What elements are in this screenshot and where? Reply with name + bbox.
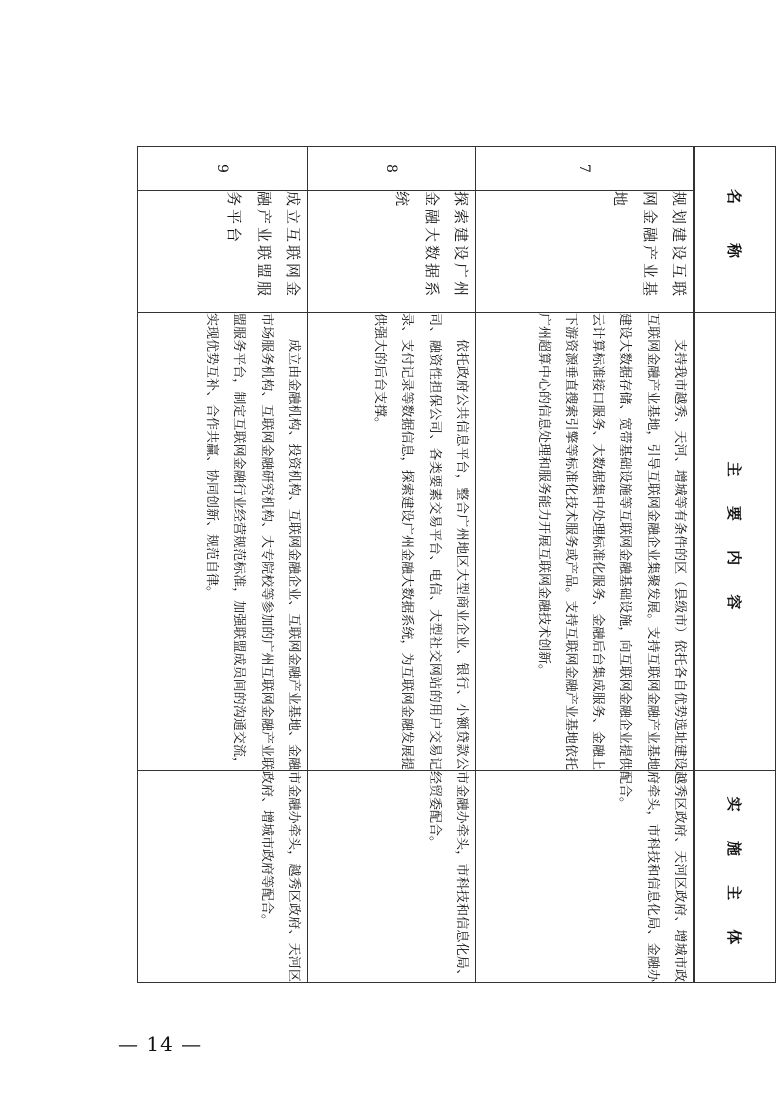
row-content: 成立由金融机构、投资机构、互联网金融企业、互联网金融产业基地、金融市场服务机构、互联网金融研究机构、大专院校等参加的广州互联网金融产业联盟服务平台，制定互联网金融行业经营规范标准，加强联盟成员间的沟通交流，实现优势互补、合作共赢、协同创新、规范自律。 [138,313,308,771]
table-row [138,147,308,983]
row-name: 探索建设广州金融大数据系统 [308,191,476,313]
table-row [476,147,694,983]
header-name: 名 称 [695,147,776,313]
row-implementer: 市金融办牵头，市科技和信息化局、经贸委配合。 [308,771,476,983]
row-number: 9 [138,147,308,191]
row-content: 依托政府公共信息平台，整合广州地区大型商业企业、银行、小额贷款公司、融资性担保公司、各类要素交易平台、电信、大型社交网站的用户交易记录、支付记录等数据信息，探索建设广州金融大数据系统，为互联网金融发展提供强大的后台支撑。 [308,313,476,771]
row-implementer: 越秀区政府、天河区政府、增城市政府牵头，市科技和信息化局、金融办配合。 [476,771,694,983]
row-implementer: 市金融办牵头，越秀区政府、天河区政府、增城市政府等配合。 [138,771,308,983]
header-implementer: 实 施 主 体 [695,771,776,983]
row-number: 7 [476,147,694,191]
row-content: 支持我市越秀、天河、增城等有条件的区（县级市）依托各自优势选址建设互联网金融产业基地，引导互联网金融企业集聚发展。支持互联网金融产业基地建设大数据存储、宽带基础设施等互联网金融基础设施，向互联网金融企业提供云计算标准接口服务、大数据集中处理标准化服务、金融后台集成服务、金融上下游资源垂直搜索引擎等标准化技术服务或产品。支持互联网金融产业基地依托广州超算中心的信息处理和服务能力开展互联网金融技术创新。 [476,313,694,771]
row-name: 成立互联网金融产业联盟服务平台 [138,191,308,313]
header-content: 主 要 内 容 [695,313,776,771]
row-number: 8 [308,147,476,191]
page-number: — 14 — [118,1032,203,1056]
table-row [308,147,476,983]
row-name: 规划建设互联网金融产业基地 [476,191,694,313]
table-spacer-row [694,147,695,983]
plan-table [137,146,776,983]
table-header-row [695,147,776,983]
rotated-table-wrapper [138,146,776,982]
